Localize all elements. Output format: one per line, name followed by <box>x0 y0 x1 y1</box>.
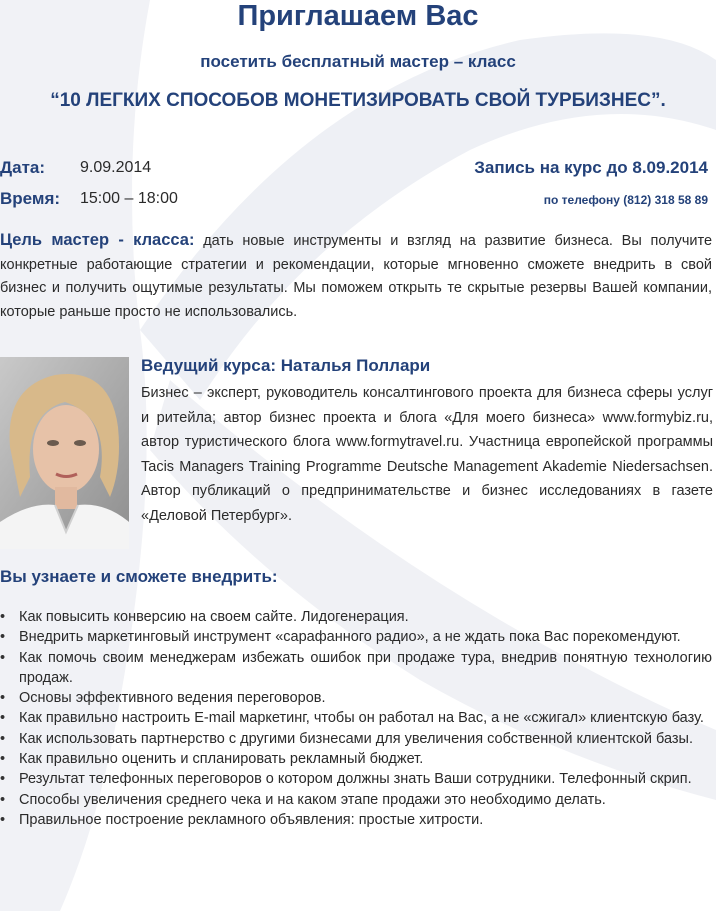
teacher-heading: Ведущий курса: Наталья Поллари <box>141 356 431 375</box>
page-subtitle: посетить бесплатный мастер – класс <box>200 52 516 71</box>
list-item: • Правильное построение рекламного объявления: простые хитрости. <box>0 810 712 830</box>
list-item: • Результат телефонных переговоров о котором должны знать Ваши сотрудники. Телефонный скрип. <box>0 769 712 789</box>
goal-label: Цель мастер - класса: <box>0 231 195 249</box>
date-label: Дата: <box>0 158 46 177</box>
list-item: • Основы эффективного ведения переговоров. <box>0 688 712 708</box>
time-value: 15:00 – 18:00 <box>80 190 178 207</box>
teacher-photo <box>0 357 129 549</box>
goal-text: дать новые инструменты и взгляд на развитие бизнеса. Вы получите конкретные работающие стратегии и рекомендации, которые мгновенно сможете внедрить в свой бизнес и получить ощутимые результаты. Мы поможем открыть те скрытые резервы Вашей компании, которые раньше просто не использовались. <box>0 233 713 320</box>
list-item: • Внедрить маркетинговый инструмент «сарафанного радио», а не ждать пока Вас порекомендуют. <box>0 627 712 647</box>
page-title: Приглашаем Вас <box>237 0 479 32</box>
list-item: • Как использовать партнерство с другими бизнесами для увеличения собственной клиентской базы. <box>0 729 712 749</box>
list-item: • Как правильно настроить E-mail маркетинг, чтобы он работал на Вас, а не «сжигал» клиентскую базу. <box>0 708 712 728</box>
registration-deadline: Запись на курс до 8.09.2014 <box>474 158 708 177</box>
goal-paragraph <box>0 229 712 324</box>
list-item: • Способы увеличения среднего чека и на каком этапе продажи это необходимо делать. <box>0 790 712 810</box>
course-name: “10 ЛЕГКИХ СПОСОБОВ МОНЕТИЗИРОВАТЬ СВОЙ ТУРБИЗНЕС”. <box>50 90 666 111</box>
registration-phone: по телефону (812) 318 58 89 <box>543 193 708 207</box>
date-value: 9.09.2014 <box>80 159 152 176</box>
time-label: Время: <box>0 189 61 208</box>
list-item: • Как повысить конверсию на своем сайте. Лидогенерация. <box>0 607 712 627</box>
list-item: • Как помочь своим менеджерам избежать ошибок при продаже тура, внедрив понятную технологию продаж. <box>0 648 712 689</box>
list-item: • Как правильно оценить и спланировать рекламный бюджет. <box>0 749 712 769</box>
teacher-bio: Бизнес – эксперт, руководитель консалтингового проекта для бизнеса сферы услуг и ритейла; автор бизнес проекта и блога «Для моего бизнеса» www.formybiz.ru, автор туристического блога www.formytravel.ru. Участница европейской программы Tacis Managers Training Programme Deutsche Management Akademie Niedersachsen. Автор публикаций о предпринимательстве и бизнес исследованиях в газете «Деловой Петербург». <box>141 385 713 524</box>
learn-list <box>0 607 712 830</box>
learn-heading: Вы узнаете и сможете внедрить: <box>0 567 278 586</box>
